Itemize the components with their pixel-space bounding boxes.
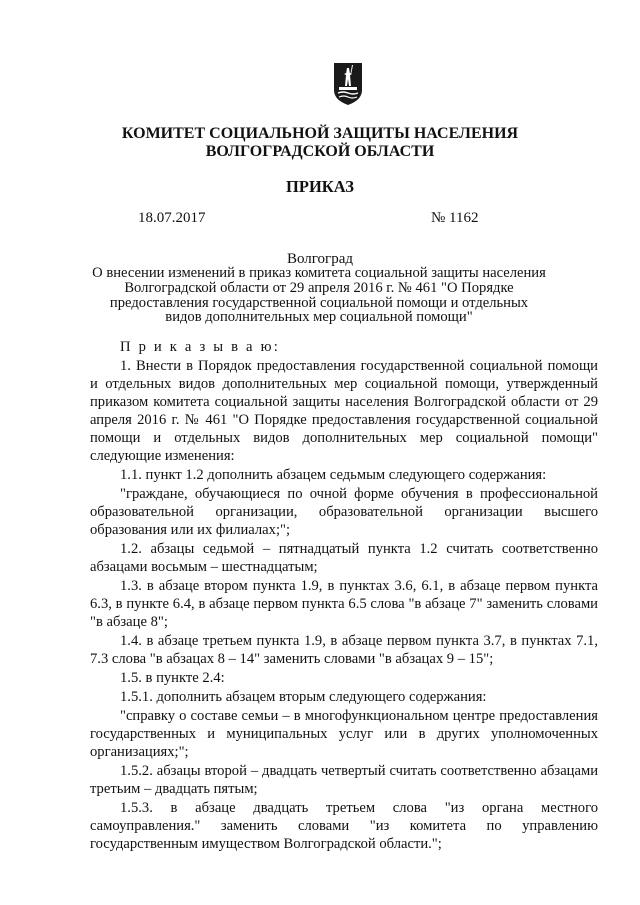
order-word: П р и к а з ы в а ю: <box>120 339 280 355</box>
organization-name <box>0 125 640 161</box>
document-city: Волгоград <box>286 251 353 267</box>
paragraph-1-2: 1.2. абзацы седьмой – пятнадцатый пункта 1.2 считать соответственно абзацами восьмым – шестнадцатым; <box>90 541 598 575</box>
organization-name-line-1: КОМИТЕТ СОЦИАЛЬНОЙ ЗАЩИТЫ НАСЕЛЕНИЯ <box>121 125 519 142</box>
paragraph-1-1: 1.1. пункт 1.2 дополнить абзацем седьмым следующего содержания: <box>120 467 547 483</box>
paragraph-1: 1. Внести в Порядок предоставления государственной социальной помощи и отдельных видов дополнительных мер социальной помощи, утвержденный приказом комитета социальной защиты населения Волгоградской области от 29 апреля 2016 г. № 461 "О Порядке предоставления государственной социальной помощи и отдельных видов дополнительных мер социальной помощи" следующие изменения: <box>90 358 598 464</box>
paragraph-1-5-2: 1.5.2. абзацы второй – двадцать четвертый считать соответственно абзацами третьим – двадцать пятым; <box>90 763 598 797</box>
organization-name-line-2: ВОЛГОГРАДСКОЙ ОБЛАСТИ <box>205 143 435 160</box>
volgograd-coat-of-arms-icon <box>333 62 363 106</box>
paragraph-1-4: 1.4. в абзаце третьем пункта 1.9, в абзаце первом пункта 3.7, в пунктах 7.1, 7.3 слова "в абзацах 8 – 14" заменить словами "в абзацах 9 – 15"; <box>90 633 598 667</box>
paragraph-1-5: 1.5. в пункте 2.4: <box>120 670 225 686</box>
paragraph-quote-family: "справку о составе семьи – в многофункциональном центре предоставления государственных и муниципальных услуг или в других уполномоченных организациях;"; <box>90 708 598 760</box>
paragraph-1-5-3: 1.5.3. в абзаце двадцать третьем слова "из органа местного самоуправления." заменить словами "из комитета по управлению государственным имуществом Волгоградской области."; <box>90 800 598 852</box>
document-date: 18.07.2017 <box>138 210 206 226</box>
paragraph-quote-students: "граждане, обучающиеся по очной форме обучения в профессиональной образовательной организации, образовательной организации высшего образования или их филиалах;"; <box>90 486 598 538</box>
document-body <box>90 338 598 854</box>
document-number: № 1162 <box>431 210 479 226</box>
document-type: ПРИКАЗ <box>286 177 354 196</box>
paragraph-1-5-1: 1.5.1. дополнить абзацем вторым следующего содержания: <box>120 689 487 705</box>
paragraph-1-3: 1.3. в абзаце втором пункта 1.9, в пунктах 3.6, 6.1, в абзаце первом пункта 6.3, в пункте 6.4, в абзаце первом пункта 6.5 слова "в абзаце 7" заменить словами "в абзаце 8"; <box>90 578 598 630</box>
document-subject: О внесении изменений в приказ комитета социальной защиты населения Волгоградской области от 29 апреля 2016 г. № 461 "О Порядке предоставления государственной социальной помощи и отдельных видов дополнительных мер социальной помощи" <box>92 265 546 326</box>
